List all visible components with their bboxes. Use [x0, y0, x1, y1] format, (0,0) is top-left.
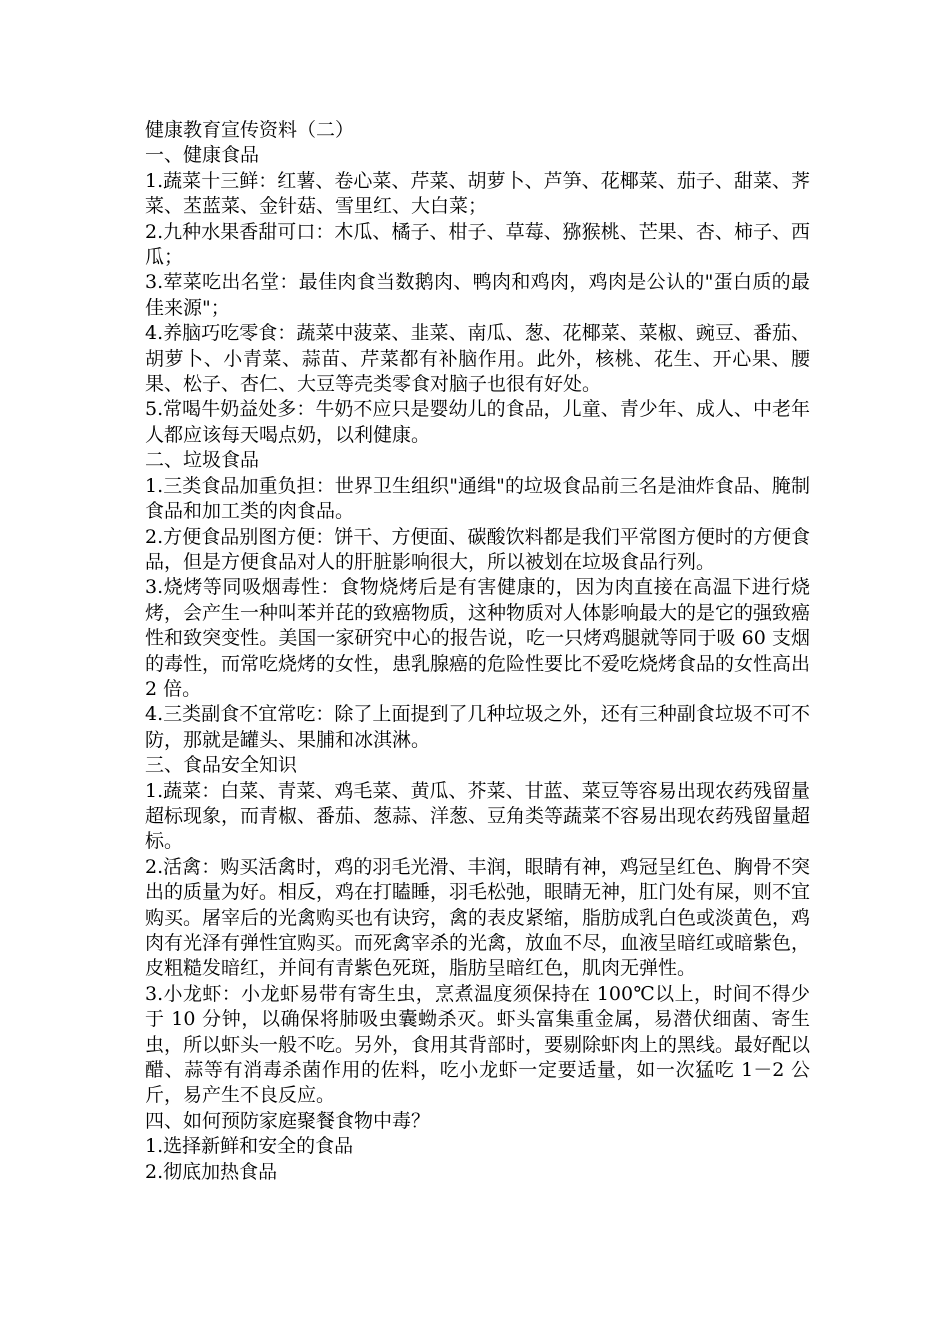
paragraph: 2.活禽：购买活禽时，鸡的羽毛光滑、丰润，眼睛有神，鸡冠呈红色、胸骨不突出的质量为好。相反，鸡在打瞌睡，羽毛松弛，眼睛无神，肛门处有屎，则不宜购买。屠宰后的光禽购买也有诀窍，禽的表皮紧缩，脂肪成乳白色或淡黄色，鸡肉有光泽有弹性宜购买。而死禽宰杀的光禽，放血不尽，血液呈暗红或暗紫色，皮粗糙发暗红，并间有青紫色死斑，脂肪呈暗红色，肌肉无弹性。 [145, 855, 811, 980]
paragraph: 1.选择新鲜和安全的食品 [145, 1135, 354, 1158]
paragraph: 2.九种水果香甜可口：木瓜、橘子、柑子、草莓、猕猴桃、芒果、杏、柿子、西瓜； [145, 220, 810, 269]
paragraph: 3.小龙虾：小龙虾易带有寄生虫，烹煮温度须保持在 100℃以上，时间不得少于 10 分钟，以确保将肺吸虫囊蚴杀灭。虾头富集重金属，易潜伏细菌、寄生虫，所以虾头一般不吃。另外，食用其背部时，要剔除虾肉上的黑线。最好配以醋、蒜等有消毒杀菌作用的佐料，吃小龙虾一定要适量，如一次猛吃 1－2 公斤，易产生不良反应。 [145, 982, 811, 1107]
paragraph: 1.三类食品加重负担：世界卫生组织"通缉"的垃圾食品前三名是油炸食品、腌制食品和加工类的肉食品。 [145, 474, 810, 523]
paragraph: 3.烧烤等同吸烟毒性：食物烧烤后是有害健康的，因为肉直接在高温下进行烧烤，会产生一种叫苯并芘的致癌物质，这种物质对人体影响最大的是它的强致癌性和致突变性。美国一家研究中心的报告说，吃一只烤鸡腿就等同于吸 60 支烟的毒性，而常吃烧烤的女性，患乳腺癌的危险性要比不爱吃烧烤食品的女性高出 2 倍。 [145, 576, 811, 700]
document-title: 健康教育宣传资料（二） [145, 119, 355, 141]
paragraph: 1.蔬菜：白菜、青菜、鸡毛菜、黄瓜、芥菜、甘蓝、菜豆等容易出现农药残留量超标现象，而青椒、番茄、葱蒜、洋葱、豆角类等蔬菜不容易出现农药残留量超标。 [145, 779, 811, 853]
paragraph: 3.荤菜吃出名堂：最佳肉食当数鹅肉、鸭肉和鸡肉，鸡肉是公认的"蛋白质的最佳来源"； [145, 271, 810, 319]
paragraph: 1.蔬菜十三鲜：红薯、卷心菜、芹菜、胡萝卜、芦笋、花椰菜、茄子、甜菜、荠菜、苤蓝菜、金针菇、雪里红、大白菜； [145, 169, 810, 218]
section-heading-healthy-food: 一、健康食品 [145, 144, 260, 167]
section-heading-junk-food: 二、垃圾食品 [145, 449, 260, 472]
paragraph: 2.方便食品别图方便：饼干、方便面、碳酸饮料都是我们平常图方便时的方便食品，但是方便食品对人的肝脏影响很大，所以被划在垃圾食品行列。 [145, 525, 810, 573]
section-heading-food-safety: 三、食品安全知识 [145, 754, 298, 777]
document-body [145, 118, 810, 1185]
section-heading-prevent-poisoning: 四、如何预防家庭聚餐食物中毒？ [145, 1109, 431, 1132]
paragraph: 4.养脑巧吃零食：蔬菜中菠菜、韭菜、南瓜、葱、花椰菜、菜椒、豌豆、番茄、胡萝卜、小青菜、蒜苗、芹菜都有补脑作用。此外，核桃、花生、开心果、腰果、松子、杏仁、大豆等壳类零食对脑子也很有好处。 [145, 322, 810, 396]
paragraph: 5.常喝牛奶益处多：牛奶不应只是婴幼儿的食品，儿童、青少年、成人、中老年人都应该每天喝点奶，以利健康。 [145, 398, 810, 446]
paragraph: 2.彻底加热食品 [145, 1160, 278, 1183]
paragraph: 4.三类副食不宜常吃：除了上面提到了几种垃圾之外，还有三种副食垃圾不可不防，那就是罐头、果脯和冰淇淋。 [145, 703, 810, 751]
